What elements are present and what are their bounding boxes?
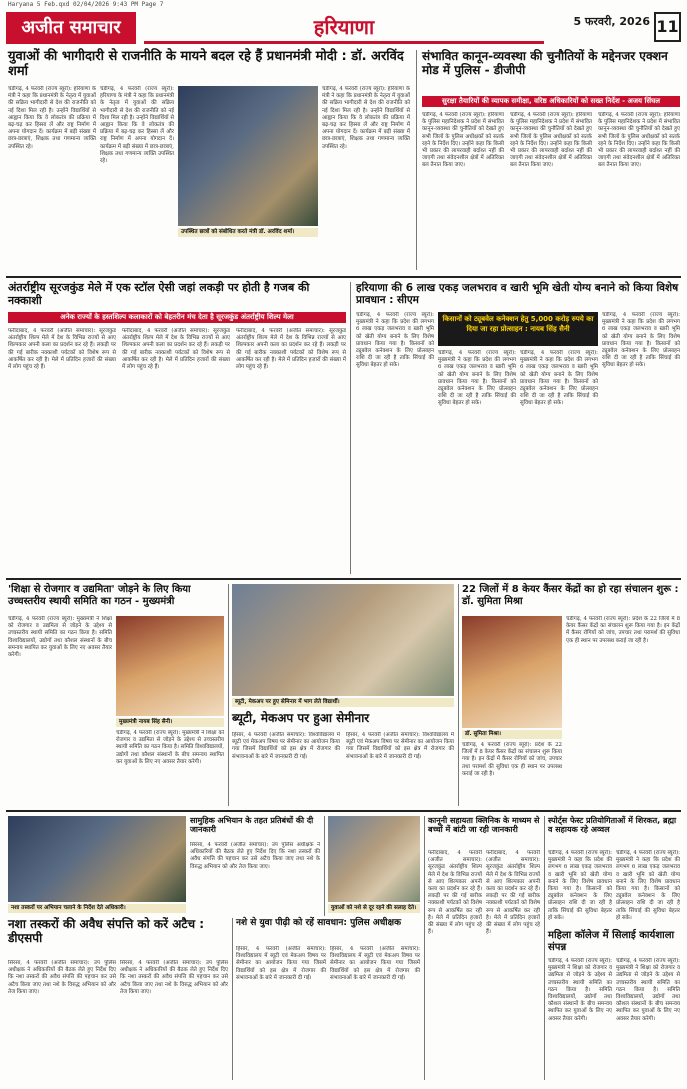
- newspaper-brand: अजीत समाचार: [6, 12, 136, 44]
- story-4-body-4: चंडीगढ़, 4 फरवरी (राज्य ब्यूरो): मुख्यमंत्री ने कहा कि प्रदेश की लगभग 6 लाख एकड़ जलभराव व खारी भूमि को खेती योग्य बनाने के लिए विशेष प्रावधान किया गया है। किसानों को ट्यूबवेल कनेक्शन के लिए प्रोत्साहन राशि दी जा रही है ताकि सिंचाई की सुविधा बेहतर हो सके।: [602, 312, 680, 369]
- masthead: [6, 12, 681, 44]
- story-2-subhead: सुरक्षा तैयारियों की व्यापक समीक्षा, वरिष्ठ अधिकारियों को सख्त निर्देश - अजय सिंघल: [422, 96, 680, 107]
- story-7-body-2: हिसार, 4 फरवरी (अजीत समाचार): विश्वविद्यालय में ब्यूटी एवं मेकअप विषय पर सेमीनार का आयोजन किया गया जिसमें विद्यार्थियों को इस क्षेत्र में रोजगार की संभावनाओं के बारे में जानकारी दी गई।: [346, 732, 454, 760]
- story-8-body-2: सिरसा, 4 फरवरी (अजीत समाचार): उप पुलिस अधीक्षक ने अधिकारियों की बैठक लेते हुए निर्देश दिए कि नशा तस्करों की अवैध संपत्ति की पहचान कर उसे अटैच किया जाए तथा नशे के विरुद्ध अभियान को और तेज किया जाए।: [120, 960, 228, 995]
- column-divider: [228, 584, 229, 806]
- column-divider: [424, 816, 425, 1080]
- column-divider: [458, 584, 459, 806]
- story-1-headline: युवाओं की भागीदारी से राजनीति के मायने बदल रहे हैं प्रधानमंत्री मोदी : डॉ. अरविंद शर्मा: [8, 49, 404, 79]
- police-awareness-photo: [328, 816, 420, 902]
- story-7-caption: ब्यूटी, मेकअप पर हुए सेमिनार में भाग लेते विद्यार्थी।: [232, 698, 454, 707]
- story-11-body: फरीदाबाद, 4 फरवरी (अजीत समाचार): सूरजकुंड अंतर्राष्ट्रीय शिल्प मेले में देश के विभिन्न राज्यों से आए शिल्पकार अपनी कला का प्रदर्शन कर रहे हैं। लकड़ी पर की गई बारीक नक्काशी पर्यटकों को विशेष रूप से आकर्षित कर रही है। मेले में प्रतिदिन हजारों की संख्या में लोग पहुंच रहे हैं।: [428, 850, 482, 936]
- story-13-body: चंडीगढ़, 4 फरवरी (राज्य ब्यूरो): मुख्यमंत्री ने शिक्षा को रोजगार व उद्यमिता से जोड़ने के उद्देश्य से उच्चस्तरीय स्थायी समिति का गठन किया है। समिति विश्वविद्यालयों, उद्योगों तथा कौशल संस्थानों के बीच समन्वय स्थापित कर युवाओं के लिए नए अवसर तैयार करेगी।: [548, 958, 612, 1022]
- story-2-body-2: चंडीगढ़, 4 फरवरी (राज्य ब्यूरो): हरियाणा के पुलिस महानिदेशक ने प्रदेश में संभावित कानून-व्यवस्था की चुनौतियों को देखते हुए सभी जिलों के पुलिस अधीक्षकों को सतर्क रहने के निर्देश दिए। उन्होंने कहा कि किसी भी प्रकार की लापरवाही बर्दाश्त नहीं की जाएगी तथा संवेदनशील क्षेत्रों में अतिरिक्त बल तैनात किया जाए।: [510, 112, 592, 169]
- story-8-caption: नशा तस्करों पर अभियान चलाने के निर्देश देते अधिकारी।: [8, 904, 186, 913]
- story-1-body-2: चंडीगढ़, 4 फरवरी (राज्य ब्यूरो): हरियाणा के मंत्री ने कहा कि प्रधानमंत्री के नेतृत्व में युवाओं की सक्रिय भागीदारी से देश की राजनीति को नई दिशा मिल रही है। उन्होंने विद्यार्थियों से आह्वान किया कि वे लोकतंत्र की प्रक्रिया में बढ़-चढ़ कर हिस्सा लें और राष्ट्र निर्माण में अपना योगदान दें। कार्यक्रम में बड़ी संख्या में छात्र-छात्राएं, शिक्षक तथा गणमान्य व्यक्ति उपस्थित रहे।: [100, 86, 174, 165]
- story-13-headline: महिला कॉलेज में सिलाई कार्यशाला संपन्न: [548, 930, 675, 953]
- section-rule: [6, 276, 681, 278]
- story-10-headline: नशे से युवा पीढ़ी को रहें सावधान: पुलिस अधीक्षक: [236, 918, 401, 928]
- story-1-body-3: चंडीगढ़, 4 फरवरी (राज्य ब्यूरो): हरियाणा के मंत्री ने कहा कि प्रधानमंत्री के नेतृत्व में युवाओं की सक्रिय भागीदारी से देश की राजनीति को नई दिशा मिल रही है। उन्होंने विद्यार्थियों से आह्वान किया कि वे लोकतंत्र की प्रक्रिया में बढ़-चढ़ कर हिस्सा लें और राष्ट्र निर्माण में अपना योगदान दें। कार्यक्रम में बड़ी संख्या में छात्र-छात्राएं, शिक्षक तथा गणमान्य व्यक्ति उपस्थित रहे।: [322, 86, 410, 150]
- column-divider: [324, 816, 325, 916]
- story-10-body-2: हिसार, 4 फरवरी (अजीत समाचार): विश्वविद्यालय में ब्यूटी एवं मेकअप विषय पर सेमीनार का आयोजन किया गया जिसमें विद्यार्थियों को इस क्षेत्र में रोजगार की संभावनाओं के बारे में जानकारी दी गई।: [330, 946, 420, 981]
- story-2-body: चंडीगढ़, 4 फरवरी (राज्य ब्यूरो): हरियाणा के पुलिस महानिदेशक ने प्रदेश में संभावित कानून-व्यवस्था की चुनौतियों को देखते हुए सभी जिलों के पुलिस अधीक्षकों को सतर्क रहने के निर्देश दिए। उन्होंने कहा कि किसी भी प्रकार की लापरवाही बर्दाश्त नहीं की जाएगी तथा संवेदनशील क्षेत्रों में अतिरिक्त बल तैनात किया जाए।: [422, 112, 504, 169]
- seminar-photo: [232, 584, 454, 696]
- story-5-headline: 'शिक्षा से रोजगार व उद्यमिता' जोड़ने के लिए किया उच्चस्तरीय स्थायी समिति का गठन - मुख्यमंत्री: [8, 584, 191, 607]
- story-6-body-2: चंडीगढ़, 4 फरवरी (राज्य ब्यूरो): प्रदेश के 22 जिलों में 8 केयर कैंसर केंद्रों का संचालन शुरू किया गया है। इन केंद्रों में कैंसर रोगियों को जांच, उपचार तथा परामर्श की सुविधा एक ही स्थान पर उपलब्ध कराई जा रही है।: [462, 742, 562, 777]
- story-3-headline: अंतर्राष्ट्रीय सूरजकुंड मेले में एक स्टॉल ऐसी जहां लकड़ी पर होती है गजब की नक्काशी: [8, 281, 310, 307]
- column-divider: [232, 918, 233, 1080]
- story-10-body: हिसार, 4 फरवरी (अजीत समाचार): विश्वविद्यालय में ब्यूटी एवं मेकअप विषय पर सेमीनार का आयोजन किया गया जिसमें विद्यार्थियों को इस क्षेत्र में रोजगार की संभावनाओं के बारे में जानकारी दी गई।: [236, 946, 326, 981]
- story-3-body-2: फरीदाबाद, 4 फरवरी (अजीत समाचार): सूरजकुंड अंतर्राष्ट्रीय शिल्प मेले में देश के विभिन्न राज्यों से आए शिल्पकार अपनी कला का प्रदर्शन कर रहे हैं। लकड़ी पर की गई बारीक नक्काशी पर्यटकों को विशेष रूप से आकर्षित कर रही है। मेले में प्रतिदिन हजारों की संख्या में लोग पहुंच रहे हैं।: [122, 328, 230, 371]
- section-rule: [6, 578, 681, 580]
- story-8-body: सिरसा, 4 फरवरी (अजीत समाचार): उप पुलिस अधीक्षक ने अधिकारियों की बैठक लेते हुए निर्देश दिए कि नशा तस्करों की अवैध संपत्ति की पहचान कर उसे अटैच किया जाए तथा नशे के विरुद्ध अभियान को और तेज किया जाए।: [8, 960, 116, 995]
- story-7-headline: ब्यूटी, मेकअप पर हुआ सेमीनार: [232, 711, 370, 725]
- story-2-headline: संभावित कानून-व्यवस्था की चुनौतियों के मद्देनजर एक्शन मोड में पुलिस - डीजीपी: [422, 49, 668, 77]
- story-9-headline: सामुहिक अभियान के तहत प्रतिबंधों की दी जानकारी: [190, 816, 314, 835]
- story-3-body: फरीदाबाद, 4 फरवरी (अजीत समाचार): सूरजकुंड अंतर्राष्ट्रीय शिल्प मेले में देश के विभिन्न राज्यों से आए शिल्पकार अपनी कला का प्रदर्शन कर रहे हैं। लकड़ी पर की गई बारीक नक्काशी पर्यटकों को विशेष रूप से आकर्षित कर रही है। मेले में प्रतिदिन हजारों की संख्या में लोग पहुंच रहे हैं।: [8, 328, 116, 371]
- story-7-body: हिसार, 4 फरवरी (अजीत समाचार): विश्वविद्यालय में ब्यूटी एवं मेकअप विषय पर सेमीनार का आयोजन किया गया जिसमें विद्यार्थियों को इस क्षेत्र में रोजगार की संभावनाओं के बारे में जानकारी दी गई।: [232, 732, 340, 760]
- issue-date: 5 फरवरी, 2026: [573, 15, 650, 28]
- story-5-body-2: चंडीगढ़, 4 फरवरी (राज्य ब्यूरो): मुख्यमंत्री ने शिक्षा को रोजगार व उद्यमिता से जोड़ने के उद्देश्य से उच्चस्तरीय स्थायी समिति का गठन किया है। समिति विश्वविद्यालयों, उद्योगों तथा कौशल संस्थानों के बीच समन्वय स्थापित कर युवाओं के लिए नए अवसर तैयार करेगी।: [116, 730, 224, 765]
- story-13-body-2: चंडीगढ़, 4 फरवरी (राज्य ब्यूरो): मुख्यमंत्री ने शिक्षा को रोजगार व उद्यमिता से जोड़ने के उद्देश्य से उच्चस्तरीय स्थायी समिति का गठन किया है। समिति विश्वविद्यालयों, उद्योगों तथा कौशल संस्थानों के बीच समन्वय स्थापित कर युवाओं के लिए नए अवसर तैयार करेगी।: [616, 958, 680, 1022]
- story-10-caption: युवाओं को नशे से दूर रहने की सलाह देते।: [328, 904, 420, 913]
- story-1-photo: [178, 86, 318, 226]
- story-12-body-2: चंडीगढ़, 4 फरवरी (राज्य ब्यूरो): मुख्यमंत्री ने कहा कि प्रदेश की लगभग 6 लाख एकड़ जलभराव व खारी भूमि को खेती योग्य बनाने के लिए विशेष प्रावधान किया गया है। किसानों को ट्यूबवेल कनेक्शन के लिए प्रोत्साहन राशि दी जा रही है ताकि सिंचाई की सुविधा बेहतर हो सके।: [616, 850, 680, 921]
- minister-portrait: [462, 616, 562, 728]
- story-11-body-2: फरीदाबाद, 4 फरवरी (अजीत समाचार): सूरजकुंड अंतर्राष्ट्रीय शिल्प मेले में देश के विभिन्न राज्यों से आए शिल्पकार अपनी कला का प्रदर्शन कर रहे हैं। लकड़ी पर की गई बारीक नक्काशी पर्यटकों को विशेष रूप से आकर्षित कर रही है। मेले में प्रतिदिन हजारों की संख्या में लोग पहुंच रहे हैं।: [486, 850, 540, 936]
- story-2-body-3: चंडीगढ़, 4 फरवरी (राज्य ब्यूरो): हरियाणा के पुलिस महानिदेशक ने प्रदेश में संभावित कानून-व्यवस्था की चुनौतियों को देखते हुए सभी जिलों के पुलिस अधीक्षकों को सतर्क रहने के निर्देश दिए। उन्होंने कहा कि किसी भी प्रकार की लापरवाही बर्दाश्त नहीं की जाएगी तथा संवेदनशील क्षेत्रों में अतिरिक्त बल तैनात किया जाए।: [598, 112, 680, 169]
- story-6-caption: डॉ. सुमिता मिश्रा।: [462, 730, 562, 739]
- section-rule: [6, 810, 681, 812]
- story-4-subhead: किसानों को ट्यूबवेल कनेक्शन हेतु 5,000 करोड़ रुपये का दिया जा रहा प्रोत्साहन : नायब सिंह सैनी: [438, 312, 598, 346]
- column-divider: [416, 50, 417, 270]
- story-4-headline: हरियाणा की 6 लाख एकड़ जलभराव व खारी भूमि खेती योग्य बनाने को किया विशेष प्रावधान : सीएम: [356, 282, 679, 307]
- page-number: 11: [654, 12, 681, 42]
- story-12-headline: स्पोर्ट्स फेस्ट प्रतियोगिताओं में शिरकत, ब्रह्मा व सहायक रहे अव्वल: [548, 816, 677, 835]
- dsp-meeting-photo: [8, 816, 186, 902]
- story-1-caption: उपस्थित छात्रों को संबोधित करते मंत्री डॉ. अरविंद शर्मा।: [178, 228, 318, 237]
- story-12-body: चंडीगढ़, 4 फरवरी (राज्य ब्यूरो): मुख्यमंत्री ने कहा कि प्रदेश की लगभग 6 लाख एकड़ जलभराव व खारी भूमि को खेती योग्य बनाने के लिए विशेष प्रावधान किया गया है। किसानों को ट्यूबवेल कनेक्शन के लिए प्रोत्साहन राशि दी जा रही है ताकि सिंचाई की सुविधा बेहतर हो सके।: [548, 850, 612, 921]
- story-3-subhead: अनेक राज्यों के हस्तशिल्प कलाकारों को बेहतरीन मंच देता है सूरजकुंड अंतर्राष्ट्रीय शिल्प मेला: [8, 312, 346, 323]
- story-3-body-3: फरीदाबाद, 4 फरवरी (अजीत समाचार): सूरजकुंड अंतर्राष्ट्रीय शिल्प मेले में देश के विभिन्न राज्यों से आए शिल्पकार अपनी कला का प्रदर्शन कर रहे हैं। लकड़ी पर की गई बारीक नक्काशी पर्यटकों को विशेष रूप से आकर्षित कर रही है। मेले में प्रतिदिन हजारों की संख्या में लोग पहुंच रहे हैं।: [236, 328, 346, 371]
- column-divider: [350, 282, 351, 574]
- section-title: हरियाणा: [144, 12, 544, 44]
- story-8-headline: नशा तस्करों की अवैध संपत्ति को करें अटैच : डीएसपी: [8, 917, 205, 945]
- story-5-caption: मुख्यमंत्री नायब सिंह सैनी।: [116, 718, 224, 727]
- print-slug: Haryana 5 Feb.qxd 02/04/2026 9:43 PM Page 7: [8, 1, 164, 8]
- story-6-headline: 22 जिलों में 8 केयर कैंसर केंद्रों का हो रहा संचालन शुरू : डॉ. सुमिता मिश्रा: [462, 584, 679, 607]
- story-4-body: चंडीगढ़, 4 फरवरी (राज्य ब्यूरो): मुख्यमंत्री ने कहा कि प्रदेश की लगभग 6 लाख एकड़ जलभराव व खारी भूमि को खेती योग्य बनाने के लिए विशेष प्रावधान किया गया है। किसानों को ट्यूबवेल कनेक्शन के लिए प्रोत्साहन राशि दी जा रही है ताकि सिंचाई की सुविधा बेहतर हो सके।: [356, 312, 434, 369]
- story-5-body: चंडीगढ़, 4 फरवरी (राज्य ब्यूरो): मुख्यमंत्री ने शिक्षा को रोजगार व उद्यमिता से जोड़ने के उद्देश्य से उच्चस्तरीय स्थायी समिति का गठन किया है। समिति विश्वविद्यालयों, उद्योगों तथा कौशल संस्थानों के बीच समन्वय स्थापित कर युवाओं के लिए नए अवसर तैयार करेगी।: [8, 616, 112, 659]
- chief-minister-photo: [116, 616, 224, 716]
- story-4-body-3: चंडीगढ़, 4 फरवरी (राज्य ब्यूरो): मुख्यमंत्री ने कहा कि प्रदेश की लगभग 6 लाख एकड़ जलभराव व खारी भूमि को खेती योग्य बनाने के लिए विशेष प्रावधान किया गया है। किसानों को ट्यूबवेल कनेक्शन के लिए प्रोत्साहन राशि दी जा रही है ताकि सिंचाई की सुविधा बेहतर हो सके।: [520, 350, 598, 407]
- story-11-headline: कानूनी सहायता क्लिनिक के माध्यम से बच्चों में बांटी जा रही जानकारी: [428, 816, 540, 835]
- story-4-body-2: चंडीगढ़, 4 फरवरी (राज्य ब्यूरो): मुख्यमंत्री ने कहा कि प्रदेश की लगभग 6 लाख एकड़ जलभराव व खारी भूमि को खेती योग्य बनाने के लिए विशेष प्रावधान किया गया है। किसानों को ट्यूबवेल कनेक्शन के लिए प्रोत्साहन राशि दी जा रही है ताकि सिंचाई की सुविधा बेहतर हो सके।: [438, 350, 516, 407]
- column-divider: [544, 816, 545, 1080]
- story-9-body: सिरसा, 4 फरवरी (अजीत समाचार): उप पुलिस अधीक्षक ने अधिकारियों की बैठक लेते हुए निर्देश दिए कि नशा तस्करों की अवैध संपत्ति की पहचान कर उसे अटैच किया जाए तथा नशे के विरुद्ध अभियान को और तेज किया जाए।: [190, 842, 320, 870]
- story-1-body: चंडीगढ़, 4 फरवरी (राज्य ब्यूरो): हरियाणा के मंत्री ने कहा कि प्रधानमंत्री के नेतृत्व में युवाओं की सक्रिय भागीदारी से देश की राजनीति को नई दिशा मिल रही है। उन्होंने विद्यार्थियों से आह्वान किया कि वे लोकतंत्र की प्रक्रिया में बढ़-चढ़ कर हिस्सा लें और राष्ट्र निर्माण में अपना योगदान दें। कार्यक्रम में बड़ी संख्या में छात्र-छात्राएं, शिक्षक तथा गणमान्य व्यक्ति उपस्थित रहे।: [8, 86, 96, 150]
- story-6-body: चंडीगढ़, 4 फरवरी (राज्य ब्यूरो): प्रदेश के 22 जिलों में 8 केयर कैंसर केंद्रों का संचालन शुरू किया गया है। इन केंद्रों में कैंसर रोगियों को जांच, उपचार तथा परामर्श की सुविधा एक ही स्थान पर उपलब्ध कराई जा रही है।: [566, 616, 680, 644]
